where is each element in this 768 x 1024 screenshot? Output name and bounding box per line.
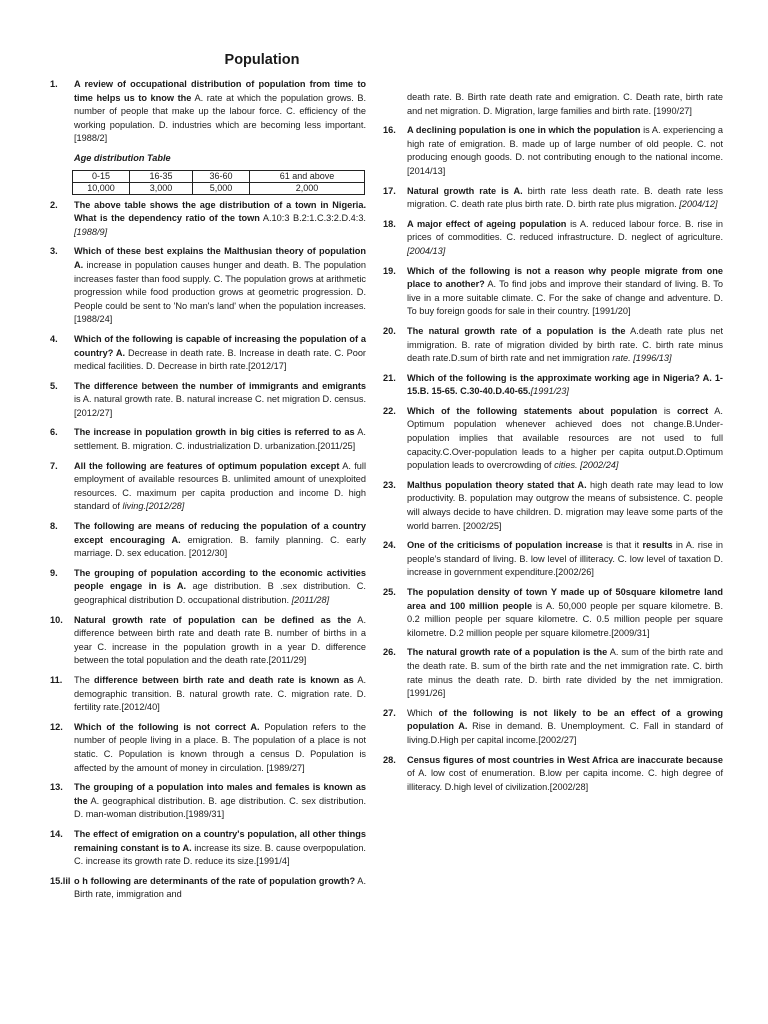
question-item bbox=[50, 426, 366, 453]
question-item bbox=[383, 754, 723, 795]
question-num: 23. bbox=[383, 479, 396, 490]
question-body: is A. natural growth rate. B. natural increase C. net migration D. census.[2012/27] bbox=[74, 394, 366, 418]
question-num: 24. bbox=[383, 540, 396, 551]
question-stem: Which of the following is the approximate working age in Nigeria? A. 1-15.B. 15-65. C.30-40.D.40-65. bbox=[407, 372, 723, 397]
question-body: age distribution. B .sex distribution. C. geographical distribution D. occupational distribution. bbox=[74, 581, 366, 605]
question-body: is that it bbox=[602, 540, 643, 551]
question-body: A. rate at which the population grows. B. number of people that make up the labour force. C. efficiency of the working population. D. industries which are becoming less important.[1988/2] bbox=[74, 92, 366, 144]
question-num: 16. bbox=[383, 125, 396, 136]
question-num: 6. bbox=[50, 427, 58, 438]
question-cite: [1991/23] bbox=[530, 386, 569, 397]
question-stem: Which of the following is capable of increasing the population of a country? A. bbox=[74, 333, 366, 358]
question-item bbox=[383, 586, 723, 640]
question-body: A. demographic transition. B. natural growth rate. C. migration rate. D. fertility rate.[2012/40] bbox=[74, 674, 367, 713]
table-caption: Age distribution Table bbox=[74, 152, 171, 163]
question-body2: A. Optimum population whenever achieved does not change.B.Under-population implies that available resources are not used to full capacity.C.Over-population leads to a higher per capita output.D.Optimum population leads to overcrowding of bbox=[407, 405, 723, 471]
question-num: 2. bbox=[50, 199, 58, 210]
question-item bbox=[50, 567, 366, 608]
question-num: 14. bbox=[50, 828, 63, 839]
question-body: A.death rate plus net immigration. B. rate of migration divided by birth rate. C. birth rate minus death rate.D.sum of birth rate and net immigration bbox=[407, 325, 723, 364]
right-column bbox=[383, 91, 723, 800]
question-stem: Natural growth rate is A. bbox=[407, 185, 523, 196]
question-body: A. To find jobs and improve their standard of living. B. To live in a more suitable climate. C. For the sake of change and adventure. D. To buy foreign goods for sale in their country. [1991/20] bbox=[407, 279, 723, 317]
question-num: 17. bbox=[383, 185, 396, 196]
question-body: Rise in demand. B. Unemployment. C. Fall in standard of living.D.High per capital income.[2002/27] bbox=[407, 721, 723, 745]
question-stem: The effect of emigration on a country's population, all other things remaining constant is to A. bbox=[74, 828, 366, 853]
question-item bbox=[383, 325, 723, 366]
question-body: Decrease in death rate. B. Increase in death rate. C. Poor medical facilities. D. Decrease in birth rate.[2012/17] bbox=[74, 347, 366, 372]
question-stem: The natural growth rate of a population is the bbox=[407, 647, 608, 658]
question-stem2: results bbox=[642, 540, 673, 551]
question-num: 8. bbox=[50, 521, 58, 532]
question-stem: Which of the following is not correct A. bbox=[74, 721, 260, 732]
question-num: 21. bbox=[383, 372, 396, 383]
question-item bbox=[383, 372, 723, 399]
question-item bbox=[50, 460, 366, 514]
question-num: 27. bbox=[383, 707, 396, 718]
question-body: is A. experiencing a high rate of emigration. B. made up of large number of old people. C. not producing enough goods. D. not contributing enough to the national income.[2014/13] bbox=[407, 125, 723, 176]
question-stem: Which of these best explains the Malthusian theory of population A. bbox=[74, 246, 366, 270]
question-stem: The grouping of population according to the economic activities people engage in is A. bbox=[74, 567, 366, 592]
question-stem: The population density of town Y made up of 50square kilometre land area and 100 million people bbox=[407, 587, 723, 611]
question-item bbox=[383, 479, 723, 533]
question-stem: One of the criticisms of population increase bbox=[407, 540, 603, 551]
question-num: 13. bbox=[50, 782, 63, 793]
question-num: 3. bbox=[50, 246, 58, 257]
question-num: 20. bbox=[383, 325, 396, 336]
question-body: is A. 50,000 people per square kilometre. B. 0.2 million people per square kilometre. C. 0.5 million people per square kilometre. D.2 million people per square kilometre.[2009/31] bbox=[407, 600, 723, 638]
question-body2: in A. rise in people's standard of living. B. low level of illiteracy. C. low level of taxation D. increase in government expenditure.[2002/26] bbox=[407, 540, 723, 578]
question-item bbox=[50, 781, 366, 822]
question-num: 4. bbox=[50, 333, 58, 344]
table-row bbox=[73, 182, 365, 194]
question-cite: cities. [2002/24] bbox=[554, 460, 619, 471]
question-stem: A review of occupational distribution of population from time to time helps us to know the bbox=[74, 79, 366, 103]
question-num: 25. bbox=[383, 587, 396, 597]
question-body: A. geographical distribution. B. age distribution. C. sex distribution. D. man-woman distribution.[1989/31] bbox=[74, 795, 366, 820]
question-stem: The difference between the number of immigrants and emigrants bbox=[74, 380, 366, 391]
question-stem: A major effect of ageing population bbox=[407, 218, 567, 229]
question-num: 12. bbox=[50, 721, 63, 732]
question-item bbox=[50, 380, 366, 421]
question-body: of A. low cost of enumeration. B.low per capita income. C. high degree of illiteracy. D.high level of civilization.[2002/28] bbox=[407, 768, 723, 792]
question-cite: rate. [1996/13] bbox=[612, 353, 672, 364]
question-body: A. difference between birth rate and death rate B. number of births in a year C. increase in the population growth in a year D. difference between the total population and the death rate.[2011/29] bbox=[74, 614, 366, 666]
question-num: 7. bbox=[50, 460, 58, 471]
question-cite: [1988/9] bbox=[74, 226, 108, 237]
question-cite: [2011/28] bbox=[289, 595, 330, 605]
question-stem: Natural growth rate of population can be defined as the bbox=[74, 614, 352, 625]
question-num: 26. bbox=[383, 647, 396, 658]
table-cell: 2,000 bbox=[250, 182, 365, 194]
question-body: emigration. B. family planning. C. early marriage. D. sex education. [2012/30] bbox=[74, 534, 366, 559]
question-stem: A declining population is one in which the population bbox=[407, 125, 641, 136]
question-stem: The increase in population growth in big cities is referred to as bbox=[74, 427, 355, 438]
question-cite: [2004/13] bbox=[407, 245, 446, 256]
question-pre: The bbox=[74, 674, 94, 685]
question-item bbox=[383, 539, 723, 580]
question-item bbox=[383, 218, 723, 259]
question-item bbox=[50, 520, 366, 561]
question-num: 5. bbox=[50, 380, 58, 391]
table-cell: 5,000 bbox=[193, 182, 250, 194]
question-body: increase in population causes hunger and death. B. The population increases faster than food supply. C. The population grows at arithmetic progression while food production grows at geometric progression. D. People could be sent to 'No man's land' when the population increases.[1988/24] bbox=[74, 259, 366, 325]
question-item bbox=[383, 185, 723, 212]
question-item bbox=[50, 333, 366, 374]
question-body: is A. reduced labour force. B. rise in prices of commodities. C. reduced infrastructure. D. neglect of agriculture. bbox=[407, 218, 724, 243]
table-cell: 36-60 bbox=[193, 170, 250, 182]
table-cell: 10,000 bbox=[73, 182, 130, 194]
question-body: A. full employment of available resources B. unlimited amount of unexploited resources. C. maximum per capita production and income D. high standard of bbox=[74, 460, 366, 512]
question-stem: Which of the following statements about population bbox=[407, 405, 658, 416]
question-num: 1. bbox=[50, 79, 58, 89]
question-body: A. settlement. B. migration. C. industrialization D. urbanization.[2011/25] bbox=[74, 427, 366, 452]
question-item bbox=[383, 124, 723, 178]
question-item bbox=[50, 78, 366, 146]
question-item bbox=[50, 245, 366, 327]
question-num: 10. bbox=[50, 614, 63, 625]
age-distribution-table bbox=[72, 170, 365, 195]
table-cell: 3,000 bbox=[130, 182, 193, 194]
question-num: 19. bbox=[383, 265, 396, 276]
question-stem: The following are means of reducing the population of a country except encouraging A. bbox=[74, 521, 366, 545]
table-cell: 0-15 bbox=[73, 170, 130, 182]
question-item bbox=[383, 405, 723, 473]
question-stem: The natural growth rate of a population is the bbox=[407, 325, 626, 336]
question-item bbox=[50, 199, 366, 240]
question-stem: All the following are features of optimum population except bbox=[74, 460, 340, 471]
question-body: increase its size. B. cause overpopulation. C. increase its growth rate D. reduce its size.[1991/4] bbox=[74, 842, 366, 867]
question-pre: Which bbox=[407, 707, 439, 718]
question-stem: of the following is not likely to be an effect of a growing population A. bbox=[407, 707, 723, 732]
question-stem: Malthus population theory stated that A. bbox=[407, 479, 587, 490]
question-body: is bbox=[657, 405, 678, 416]
question-item bbox=[50, 721, 366, 775]
question-stem2: correct bbox=[677, 405, 709, 416]
table-header-row bbox=[73, 170, 365, 182]
question-body: A.10:3 B.2:1.C.3:2.D.4:3. bbox=[259, 213, 366, 224]
question-cite: [2004/12] bbox=[679, 199, 718, 210]
question-cite: living.[2012/28] bbox=[122, 501, 185, 512]
table-cell: 61 and above bbox=[250, 170, 365, 182]
question-item bbox=[383, 265, 723, 319]
question-body: A. Birth rate, immigration and bbox=[74, 875, 366, 900]
question-body: high death rate may lead to low productivity. B. population may outgrow the means of subsistence. C. people will always decide to have children. D. migration may leave some parts of the world barren. [2002/25] bbox=[407, 479, 723, 531]
question-item bbox=[50, 614, 366, 668]
question-stem: Census figures of most countries in West Africa are inaccurate because bbox=[407, 754, 723, 765]
question-num: 18. bbox=[383, 218, 396, 229]
question-num: 15.lil bbox=[50, 875, 71, 886]
question-stem: o h following are determinants of the rate of population growth? bbox=[74, 875, 356, 886]
question-stem: Which of the following is not a reason why people migrate from one place to another? bbox=[407, 265, 723, 290]
table-cell: 16-35 bbox=[130, 170, 193, 182]
page-title: Population bbox=[224, 52, 300, 68]
left-column bbox=[50, 78, 366, 908]
question-item bbox=[50, 674, 366, 715]
question-num: 22. bbox=[383, 405, 396, 416]
question-continuation: death rate. B. Birth rate death rate and emigration. C. Death rate, birth rate and net migration. D. Migration, large families and birth rate. [1990/27] bbox=[407, 92, 723, 116]
question-item bbox=[50, 875, 366, 902]
question-num: 11. bbox=[50, 674, 63, 685]
question-stem: The above table shows the age distribution of a town in Nigeria. What is the dependency ratio of the town bbox=[74, 199, 366, 224]
question-item bbox=[50, 828, 366, 869]
question-body: birth rate less death rate. B. death rate less migration. C. death rate plus birth rate. D. birth rate plus migration. bbox=[407, 185, 723, 210]
question-body: A. sum of the birth rate and the death rate. B. sum of the birth rate and the net immigration rate. C. birth rate minus the death rate. D. birth rate divided by the net immigration.[1991/26] bbox=[407, 647, 723, 699]
question-item bbox=[383, 707, 723, 748]
question-stem: difference between birth rate and death rate is known as bbox=[93, 674, 354, 685]
question-num: 9. bbox=[50, 567, 58, 578]
question-num: 28. bbox=[383, 754, 396, 765]
question-item bbox=[383, 646, 723, 700]
question-body: Population refers to the number of people living in a place. B. The population of a place is not static. C. Population is known through a census D. Population is affected by the amount of money in circulation. [1989/27] bbox=[74, 721, 366, 773]
question-stem: The grouping of a population into males and females is known as the bbox=[74, 782, 366, 806]
